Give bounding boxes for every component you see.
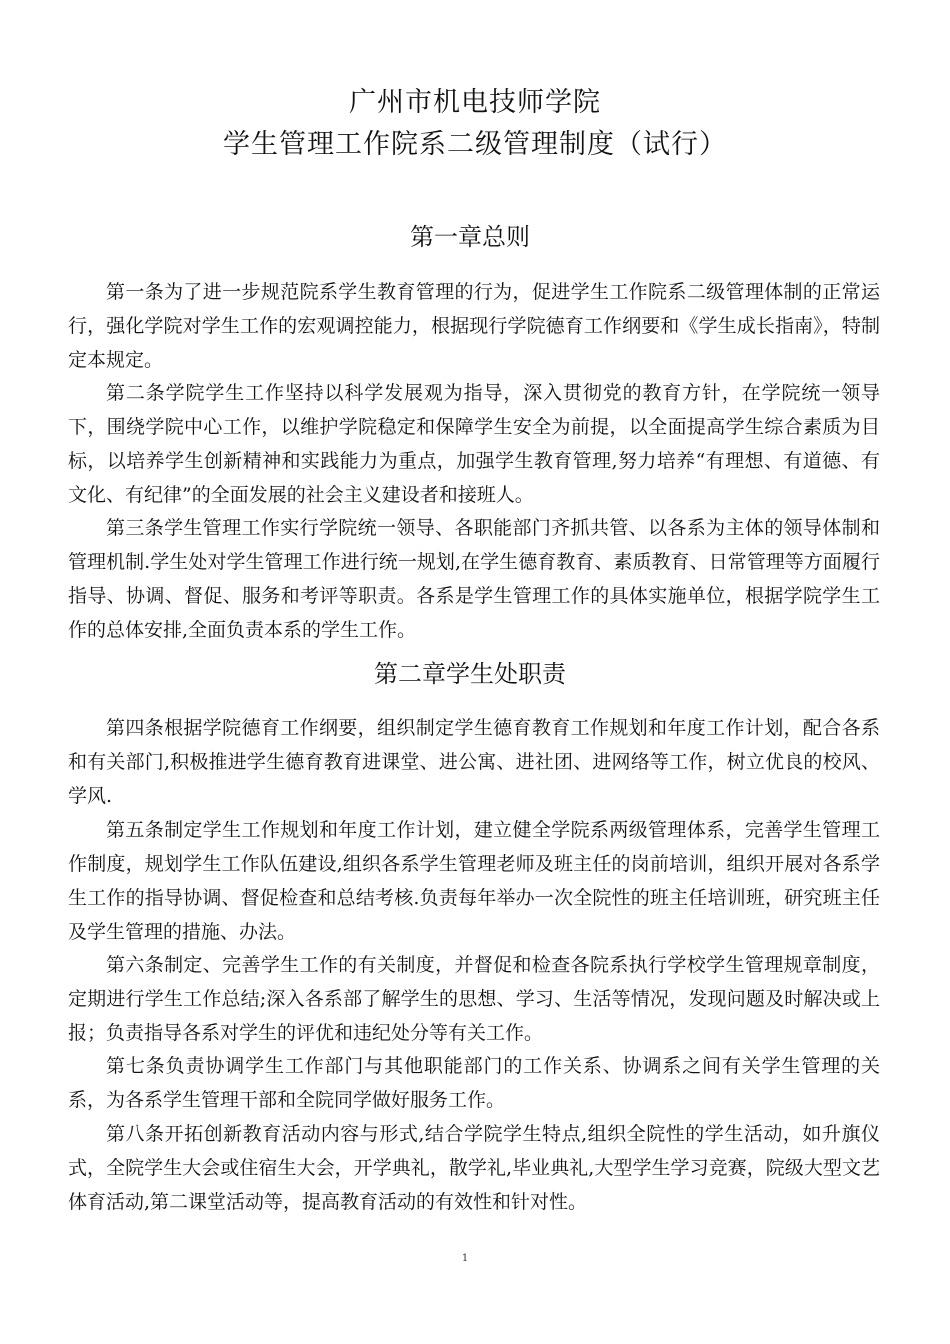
chapter-heading-student-office: 第二章学生处职责 — [374, 660, 566, 688]
article-2: 第二条学院学生工作坚持以科学发展观为指导，深入贯彻党的教育方针，在学院统一领导下，围绕学院中心工作，以维护学院稳定和保障学生安全为前提，以全面提高学生综合素质为目标，以培养学生创新精神和实践能力为重点，加强学生教育管理,努力培养“有理想、有道德、有文化、有纪律”的全面发展的社会主义建设者和接班人。 — [68, 382, 880, 506]
article-8: 第八条开拓创新教育活动内容与形式,结合学院学生特点,组织全院性的学生活动，如升旗仪式，全院学生大会或住宿生大会，开学典礼，散学礼,毕业典礼,大型学生学习竞赛，院级大型文艺体育活动,第二课堂活动等，提高教育活动的有效性和针对性。 — [68, 1123, 880, 1213]
chapter-heading-general: 第一章总则 — [410, 223, 530, 251]
article-4: 第四条根据学院德育工作纲要，组织制定学生德育教育工作规划和年度工作计划，配合各系和有关部门,积极推进学生德育教育进课堂、进公寓、进社团、进网络等工作，树立优良的校风、学风. — [68, 717, 880, 807]
document-title-school: 广州市机电技师学院 — [349, 87, 601, 118]
article-3: 第三条学生管理工作实行学院统一领导、各职能部门齐抓共管、以各系为主体的领导体制和管理机制.学生处对学生管理工作进行统一规划,在学生德育教育、素质教育、日常管理等方面履行指导、协调、督促、服务和考评等职责。各系是学生管理工作的具体实施单位，根据学院学生工作的总体安排,全面负责本系的学生工作。 — [68, 517, 880, 641]
article-5: 第五条制定学生工作规划和年度工作计划，建立健全学院系两级管理体系，完善学生管理工作制度，规划学生工作队伍建设,组织各系学生管理老师及班主任的岗前培训，组织开展对各系学生工作的指导协调、督促检查和总结考核.负责每年举办一次全院性的班主任培训班，研究班主任及学生管理的措施、办法。 — [68, 819, 880, 943]
document-title-regulation: 学生管理工作院系二级管理制度（试行） — [223, 129, 727, 160]
article-7: 第七条负责协调学生工作部门与其他职能部门的工作关系、协调系之间有关学生管理的关系，为各系学生管理干部和全院同学做好服务工作。 — [68, 1055, 880, 1111]
page-number: 1 — [461, 1253, 469, 1264]
article-6: 第六条制定、完善学生工作的有关制度，并督促和检查各院系执行学校学生管理规章制度，定期进行学生工作总结;深入各系部了解学生的思想、学习、生活等情况，发现问题及时解决或上报；负责指导各系对学生的评优和违纪处分等有关工作。 — [68, 954, 880, 1044]
article-1: 第一条为了进一步规范院系学生教育管理的行为，促进学生工作院系二级管理体制的正常运行，强化学院对学生工作的宏观调控能力，根据现行学院德育工作纲要和《学生成长指南》，特制定本规定。 — [68, 281, 880, 371]
